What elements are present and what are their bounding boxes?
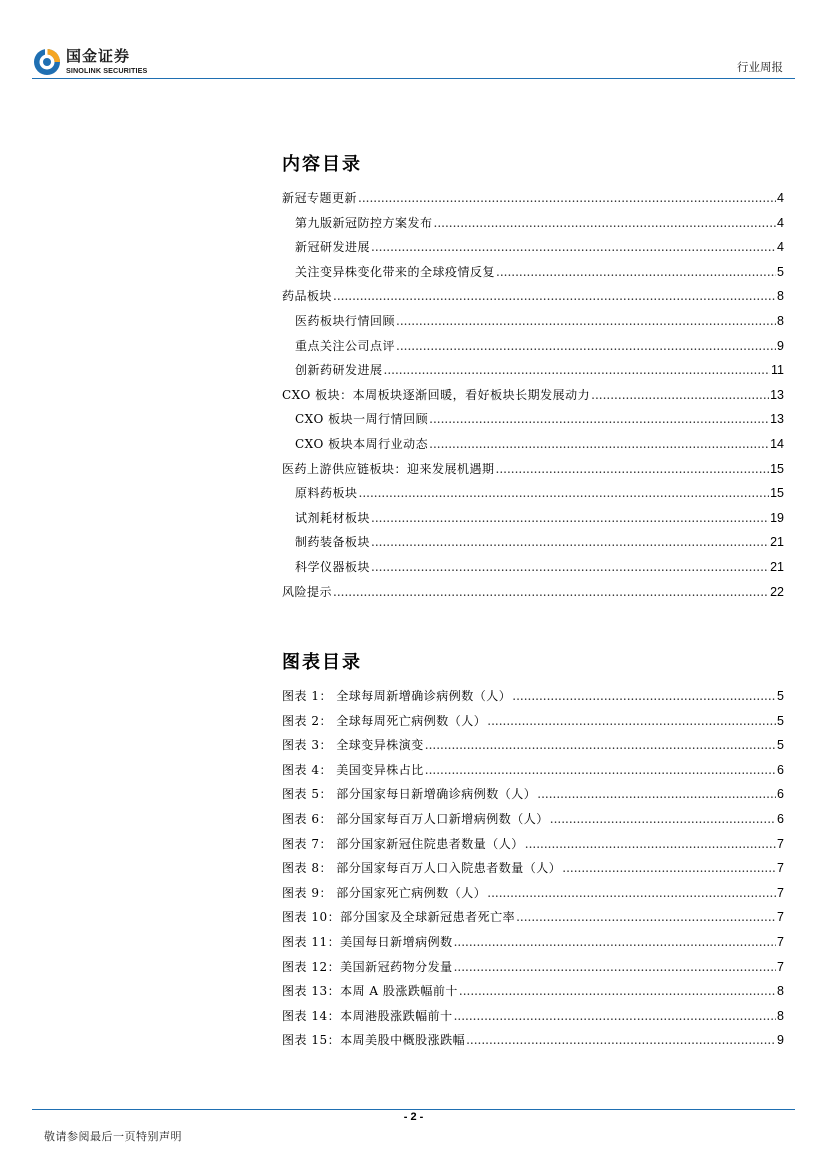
figure-entry-label: 图表 4： 美国变异株占比	[282, 762, 424, 777]
figure-list-title: 图表目录	[282, 652, 362, 673]
toc-entry[interactable]	[282, 533, 784, 558]
toc-entry-page: 8	[777, 313, 784, 328]
logo-chinese-name: 国金证券	[66, 47, 131, 66]
dot-leader	[371, 511, 769, 525]
toc-entry-page: 13	[770, 387, 784, 402]
figure-entry-page: 8	[777, 984, 784, 999]
figure-entry-label: 图表 7： 部分国家新冠住院患者数量（人）	[282, 836, 524, 851]
toc-entry-label: 医药上游供应链板块：迎来发展机遇期	[282, 461, 495, 476]
figure-entry-label: 图表 6： 部分国家每百万人口新增病例数（人）	[282, 811, 549, 826]
figure-entry[interactable]	[282, 835, 784, 860]
figure-entry[interactable]	[282, 1031, 784, 1056]
toc-entry[interactable]	[282, 287, 784, 312]
figure-entry[interactable]	[282, 810, 784, 835]
toc-title: 内容目录	[282, 154, 362, 175]
toc-entry-page: 13	[770, 412, 784, 427]
toc-entry[interactable]	[282, 238, 784, 263]
dot-leader	[562, 861, 776, 875]
dot-leader	[466, 1033, 776, 1047]
toc-entry-page: 15	[770, 461, 784, 476]
dot-leader	[371, 560, 769, 574]
figure-entry-label: 图表 5： 部分国家每日新增确诊病例数（人）	[282, 787, 537, 802]
toc-entry-label: 新冠研发进展	[295, 240, 371, 255]
report-type-label: 行业周报	[737, 60, 783, 74]
toc-entry-label: 医药板块行情回顾	[295, 313, 396, 328]
company-logo	[32, 46, 147, 78]
figure-entry-page: 5	[777, 738, 784, 753]
toc-entry[interactable]	[282, 361, 784, 386]
dot-leader	[371, 240, 776, 254]
toc-entry[interactable]	[282, 214, 784, 239]
toc-entry-label: CXO 板块本周行业动态	[295, 436, 429, 451]
figure-entry[interactable]	[282, 761, 784, 786]
figure-entry-label: 图表 12：美国新冠药物分发量	[282, 959, 453, 974]
footer-disclaimer: 敬请参阅最后一页特别声明	[44, 1130, 182, 1143]
toc-entry[interactable]	[282, 189, 784, 214]
dot-leader	[359, 486, 770, 500]
figure-entry-page: 5	[777, 689, 784, 703]
dot-leader	[429, 412, 769, 426]
dot-leader	[396, 339, 776, 353]
figure-entry-label: 图表 9： 部分国家死亡病例数（人）	[282, 885, 487, 900]
dot-leader	[454, 1009, 776, 1023]
figure-entry[interactable]	[282, 933, 784, 958]
toc-entry-page: 8	[777, 289, 784, 304]
logo-emblem-icon	[32, 47, 62, 77]
page-number: - 2 -	[403, 1111, 424, 1123]
figure-entry-page: 5	[777, 713, 784, 728]
figure-entry-page: 6	[777, 811, 784, 826]
figure-entry-page: 7	[777, 910, 784, 925]
figure-entry[interactable]	[282, 785, 784, 810]
toc-entry-page: 19	[770, 510, 784, 525]
figure-entry-page: 7	[777, 885, 784, 900]
dot-leader	[434, 216, 777, 230]
dot-leader	[516, 910, 776, 924]
toc-entry-list	[282, 189, 784, 607]
toc-entry[interactable]	[282, 410, 784, 435]
toc-entry-label: CXO 板块一周行情回顾	[295, 412, 429, 427]
figure-entry-label: 图表 3： 全球变异株演变	[282, 738, 424, 753]
toc-entry-label: 科学仪器板块	[295, 559, 371, 574]
dot-leader	[487, 714, 776, 728]
dot-leader	[537, 787, 776, 801]
toc-entry-page: 9	[777, 338, 784, 353]
toc-entry-label: 创新药研发进展	[295, 363, 383, 378]
toc-entry-page: 11	[771, 363, 784, 378]
toc-entry-page: 5	[777, 264, 784, 279]
dot-leader	[384, 363, 771, 377]
toc-entry[interactable]	[282, 484, 784, 509]
figure-entry[interactable]	[282, 712, 784, 737]
figure-entry[interactable]	[282, 958, 784, 983]
toc-entry-page: 4	[777, 240, 784, 255]
toc-entry-label: CXO 板块：本周板块逐渐回暖，看好板块长期发展动力	[282, 387, 591, 402]
toc-entry[interactable]	[282, 435, 784, 460]
dot-leader	[459, 984, 776, 998]
figure-entry[interactable]	[282, 687, 784, 712]
figure-entry-page: 7	[777, 861, 784, 876]
figure-entry[interactable]	[282, 859, 784, 884]
figure-entry-list	[282, 687, 784, 1056]
dot-leader	[425, 738, 776, 752]
toc-entry[interactable]	[282, 386, 784, 411]
toc-entry-page: 22	[770, 584, 784, 599]
toc-entry-label: 药品板块	[282, 289, 333, 304]
figure-entry-label: 图表 1： 全球每周新增确诊病例数（人）	[282, 689, 512, 703]
figure-entry-label: 图表 14：本周港股涨跌幅前十	[282, 1008, 453, 1023]
toc-entry-label: 新冠专题更新	[282, 191, 358, 205]
dot-leader	[358, 191, 776, 205]
dot-leader	[371, 535, 769, 549]
figure-entry-page: 8	[777, 1008, 784, 1023]
toc-entry[interactable]	[282, 460, 784, 485]
figure-entry-label: 图表 10：部分国家及全球新冠患者死亡率	[282, 910, 516, 925]
figure-entry[interactable]	[282, 736, 784, 761]
dot-leader	[396, 314, 776, 328]
toc-entry-page: 14	[770, 436, 784, 451]
toc-entry-label: 原料药板块	[295, 486, 358, 501]
figure-entry-page: 7	[777, 836, 784, 851]
toc-entry-label: 第九版新冠防控方案发布	[295, 215, 433, 230]
figure-entry-page: 9	[777, 1033, 784, 1048]
header-divider	[32, 78, 795, 79]
toc-entry-page: 4	[777, 191, 784, 205]
toc-entry[interactable]	[282, 337, 784, 362]
dot-leader	[333, 289, 776, 303]
dot-leader	[496, 265, 776, 279]
toc-entry-page: 21	[770, 535, 784, 550]
dot-leader	[525, 837, 776, 851]
figure-entry-label: 图表 13：本周 A 股涨跌幅前十	[282, 984, 458, 999]
dot-leader	[429, 437, 769, 451]
dot-leader	[454, 935, 776, 949]
figure-entry-label: 图表 11：美国每日新增病例数	[282, 934, 453, 949]
toc-entry[interactable]	[282, 558, 784, 583]
table-of-contents	[282, 150, 784, 607]
toc-entry[interactable]	[282, 583, 784, 608]
toc-entry[interactable]	[282, 509, 784, 534]
toc-entry-page: 15	[770, 486, 784, 501]
dot-leader	[512, 689, 776, 703]
figure-entry-page: 7	[777, 959, 784, 974]
toc-entry-label: 制药装备板块	[295, 535, 371, 550]
dot-leader	[496, 462, 770, 476]
footer-divider	[32, 1109, 795, 1110]
logo-english-name: SINOLINK SECURITIES	[66, 66, 148, 76]
figure-list	[282, 648, 784, 1056]
toc-entry-label: 重点关注公司点评	[295, 338, 396, 353]
dot-leader	[425, 763, 776, 777]
figure-entry-page: 6	[777, 787, 784, 802]
figure-entry-label: 图表 8： 部分国家每百万人口入院患者数量（人）	[282, 861, 562, 876]
dot-leader	[333, 585, 769, 599]
toc-entry-page: 21	[770, 559, 784, 574]
toc-entry[interactable]	[282, 312, 784, 337]
toc-entry[interactable]	[282, 263, 784, 288]
figure-entry-label: 图表 15：本周美股中概股涨跌幅	[282, 1033, 466, 1048]
figure-entry[interactable]	[282, 884, 784, 909]
dot-leader	[591, 388, 769, 402]
figure-entry-label: 图表 2： 全球每周死亡病例数（人）	[282, 713, 487, 728]
toc-entry-label: 关注变异株变化带来的全球疫情反复	[295, 264, 496, 279]
figure-entry[interactable]	[282, 908, 784, 933]
toc-entry-label: 试剂耗材板块	[295, 510, 371, 525]
dot-leader	[550, 812, 776, 826]
figure-entry[interactable]	[282, 1007, 784, 1032]
figure-entry-page: 7	[777, 934, 784, 949]
toc-entry-page: 4	[777, 215, 784, 230]
figure-entry-page: 6	[777, 762, 784, 777]
toc-entry-label: 风险提示	[282, 584, 333, 599]
dot-leader	[454, 960, 776, 974]
dot-leader	[487, 886, 776, 900]
figure-entry[interactable]	[282, 982, 784, 1007]
